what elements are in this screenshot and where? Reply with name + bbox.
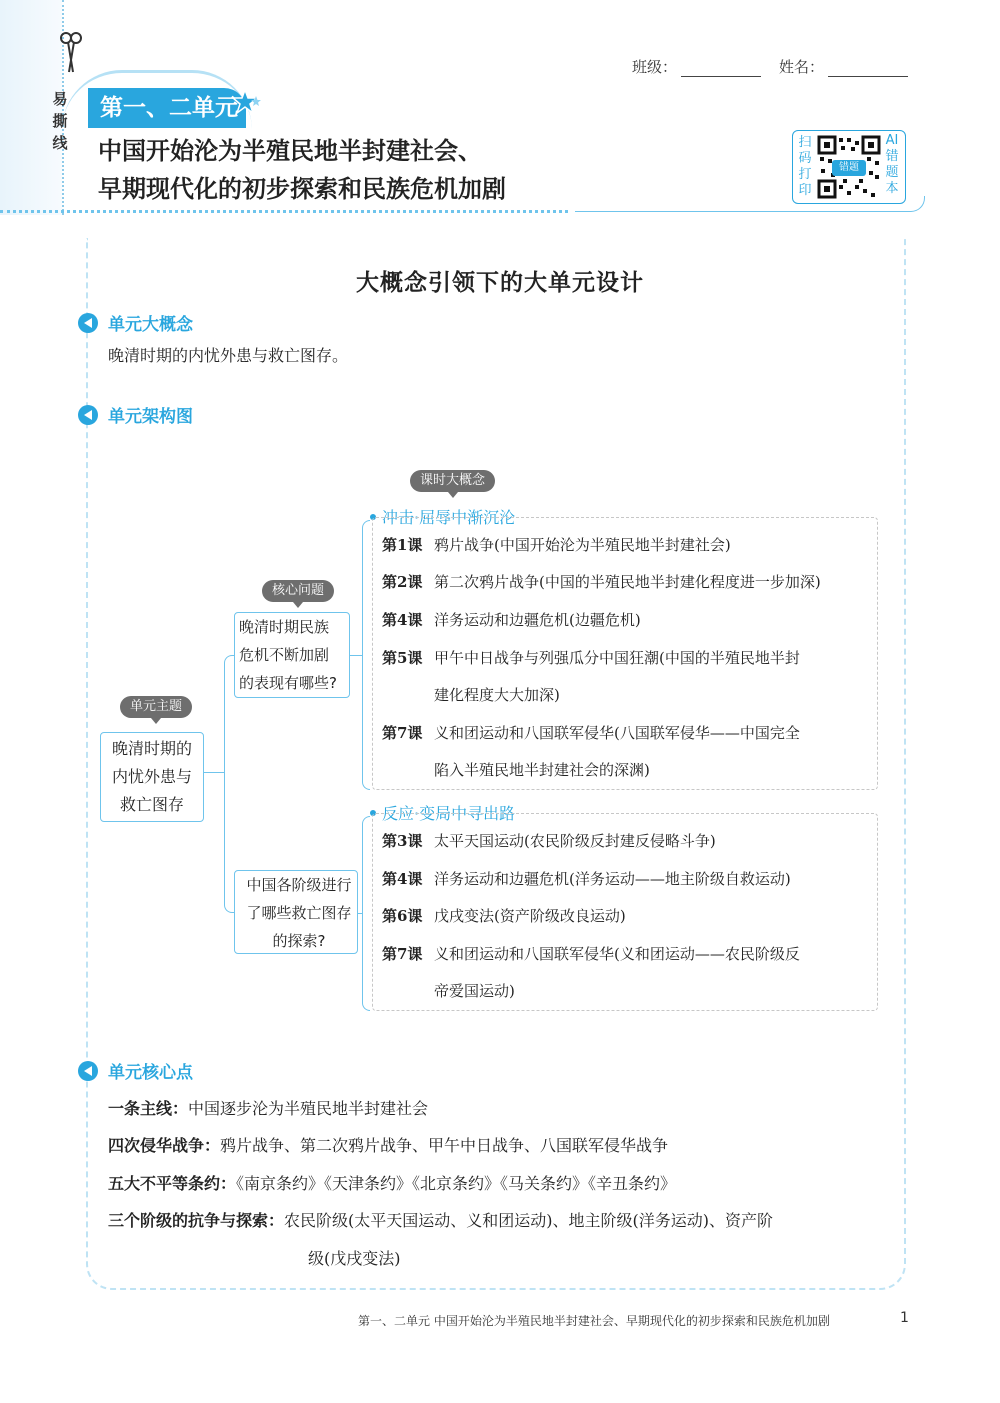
section-core-title: 单元核心点 [108, 1063, 193, 1083]
question-line: 晚清时期民族 [239, 618, 330, 636]
page-number: 1 [900, 1310, 909, 1326]
lesson-text: 洋务运动和边疆危机(洋务运动——地主阶级自救运动) [434, 870, 791, 888]
connector [362, 520, 370, 790]
name-label: 姓名： [779, 58, 825, 76]
speaker-icon [78, 405, 98, 425]
lesson-number: 第3课 [382, 832, 423, 850]
section-concept [78, 310, 193, 335]
core-point-text: 级(戊戌变法) [308, 1249, 401, 1268]
qr-right-label: AI错题本 [885, 133, 899, 196]
lesson-row [382, 534, 731, 555]
core-point [108, 1208, 773, 1231]
lesson-row [382, 868, 791, 889]
core-point-key: 一条主线： [108, 1099, 189, 1118]
theme-line: 救亡图存 [119, 795, 184, 814]
theme-box [100, 732, 204, 822]
lesson-row [382, 722, 800, 743]
class-field[interactable] [632, 56, 761, 77]
lesson-text: 帝爱国运动) [434, 982, 515, 1000]
lesson-text: 第二次鸦片战争(中国的半殖民地半封建化程度进一步加深) [434, 573, 821, 591]
lesson-row-cont [434, 980, 515, 1001]
lesson-number: 第5课 [382, 649, 423, 667]
name-field[interactable] [779, 56, 908, 77]
tear-label: 易撕线 [52, 90, 68, 152]
lesson-text: 义和团运动和八国联军侵华(八国联军侵华——中国完全 [434, 724, 800, 742]
class-label: 班级： [632, 58, 678, 76]
lesson-text: 戊戌变法(资产阶级改良运动) [434, 907, 626, 925]
lesson-number: 第1课 [382, 536, 423, 554]
lesson-number: 第4课 [382, 611, 423, 629]
core-point-key: 五大不平等条约： [108, 1174, 237, 1193]
lesson-row [382, 609, 641, 630]
lesson-number: 第2课 [382, 573, 423, 591]
lesson-text: 洋务运动和边疆危机(边疆危机) [434, 611, 641, 629]
lesson-number: 第4课 [382, 870, 423, 888]
section-concept-title: 单元大概念 [108, 315, 193, 335]
theme-line: 晚清时期的 [111, 739, 192, 758]
lesson-text: 陷入半殖民地半封建社会的深渊) [434, 761, 650, 779]
footer-text: 第一、二单元 中国开始沦为半殖民地半封建社会、早期现代化的初步探索和民族危机加剧 [358, 1314, 830, 1328]
lesson-row [382, 830, 716, 851]
lesson-text: 甲午中日战争与列强瓜分中国狂潮(中国的半殖民地半封 [434, 649, 800, 667]
question-line: 中国各阶级进行 [246, 876, 352, 894]
question-line: 的探索? [272, 932, 326, 950]
scissors-icon [58, 30, 84, 74]
question-line: 危机不断加剧 [239, 646, 330, 664]
core-point-text: 中国逐步沦为半殖民地半封建社会 [188, 1099, 429, 1118]
lesson-row [382, 905, 626, 926]
question-line: 的表现有哪些? [239, 674, 337, 692]
core-point [108, 1171, 676, 1194]
core-point-key: 四次侵华战争： [108, 1136, 221, 1155]
question-line: 了哪些救亡图存 [246, 904, 352, 922]
unit-tab: 第一、二单元 [88, 88, 246, 128]
branch-2-label: 反应·变局中寻出路 [382, 804, 516, 823]
lesson-text: 太平天国运动(农民阶级反封建反侵略斗争) [434, 832, 716, 850]
lesson-row [382, 647, 800, 668]
core-point [108, 1096, 428, 1119]
header-dotted-rule [0, 210, 568, 213]
qr-badge: 错题 [832, 160, 866, 176]
lesson-row-cont [434, 759, 650, 780]
qr-block[interactable] [792, 130, 906, 204]
qr-left-label: 扫码打印 [798, 135, 812, 198]
student-fields [632, 56, 926, 77]
lesson-number: 第6课 [382, 907, 423, 925]
branch-1-label: 冲击·屈辱中渐沉沦 [382, 508, 516, 527]
section-core [78, 1058, 193, 1083]
theme-line: 内忧外患与 [111, 767, 192, 786]
title-line-2: 早期现代化的初步探索和民族危机加剧 [98, 175, 506, 203]
main-title [98, 132, 506, 208]
speaker-icon [78, 313, 98, 333]
lesson-row [382, 571, 821, 592]
class-blank[interactable] [681, 61, 761, 77]
lesson-number: 第7课 [382, 945, 423, 963]
section-structure-title: 单元架构图 [108, 407, 193, 427]
question-box-2 [234, 870, 358, 954]
title-line-1: 中国开始沦为半殖民地半封建社会、 [98, 137, 482, 165]
star-icon [232, 88, 262, 118]
core-point-text: 农民阶级(太平天国运动、义和团运动)、地主阶级(洋务运动)、资产阶 [284, 1211, 773, 1230]
lesson-text: 建化程度大大加深) [434, 686, 560, 704]
connector [362, 816, 370, 1011]
header-hook [905, 196, 925, 212]
theme-pill: 单元主题 [120, 696, 192, 718]
page-heading: 大概念引领下的大单元设计 [356, 269, 644, 296]
section-structure [78, 402, 193, 427]
lesson-row-cont [434, 684, 560, 705]
core-point-text: 《南京条约》《天津条约》《北京条约》《马关条约》《辛丑条约》 [236, 1174, 677, 1193]
lesson-text: 义和团运动和八国联军侵华(义和团运动——农民阶级反 [434, 945, 800, 963]
lesson-number: 第7课 [382, 724, 423, 742]
question-pill: 核心问题 [262, 580, 334, 602]
speaker-icon [78, 1061, 98, 1081]
lesson-row [382, 943, 800, 964]
lesson-concept-pill: 课时大概念 [410, 470, 495, 492]
question-box-1 [234, 612, 350, 698]
core-point-text: 鸦片战争、第二次鸦片战争、甲午中日战争、八国联军侵华战争 [220, 1136, 669, 1155]
connector [224, 655, 234, 913]
concept-text: 晚清时期的内忧外患与救亡图存。 [108, 346, 349, 365]
name-blank[interactable] [828, 61, 908, 77]
core-point-cont [308, 1246, 401, 1269]
header-rule [575, 211, 910, 212]
core-point [108, 1133, 668, 1156]
lesson-text: 鸦片战争(中国开始沦为半殖民地半封建社会) [434, 536, 731, 554]
connector [204, 772, 224, 773]
connector [350, 655, 362, 656]
core-point-key: 三个阶级的抗争与探索： [108, 1211, 285, 1230]
